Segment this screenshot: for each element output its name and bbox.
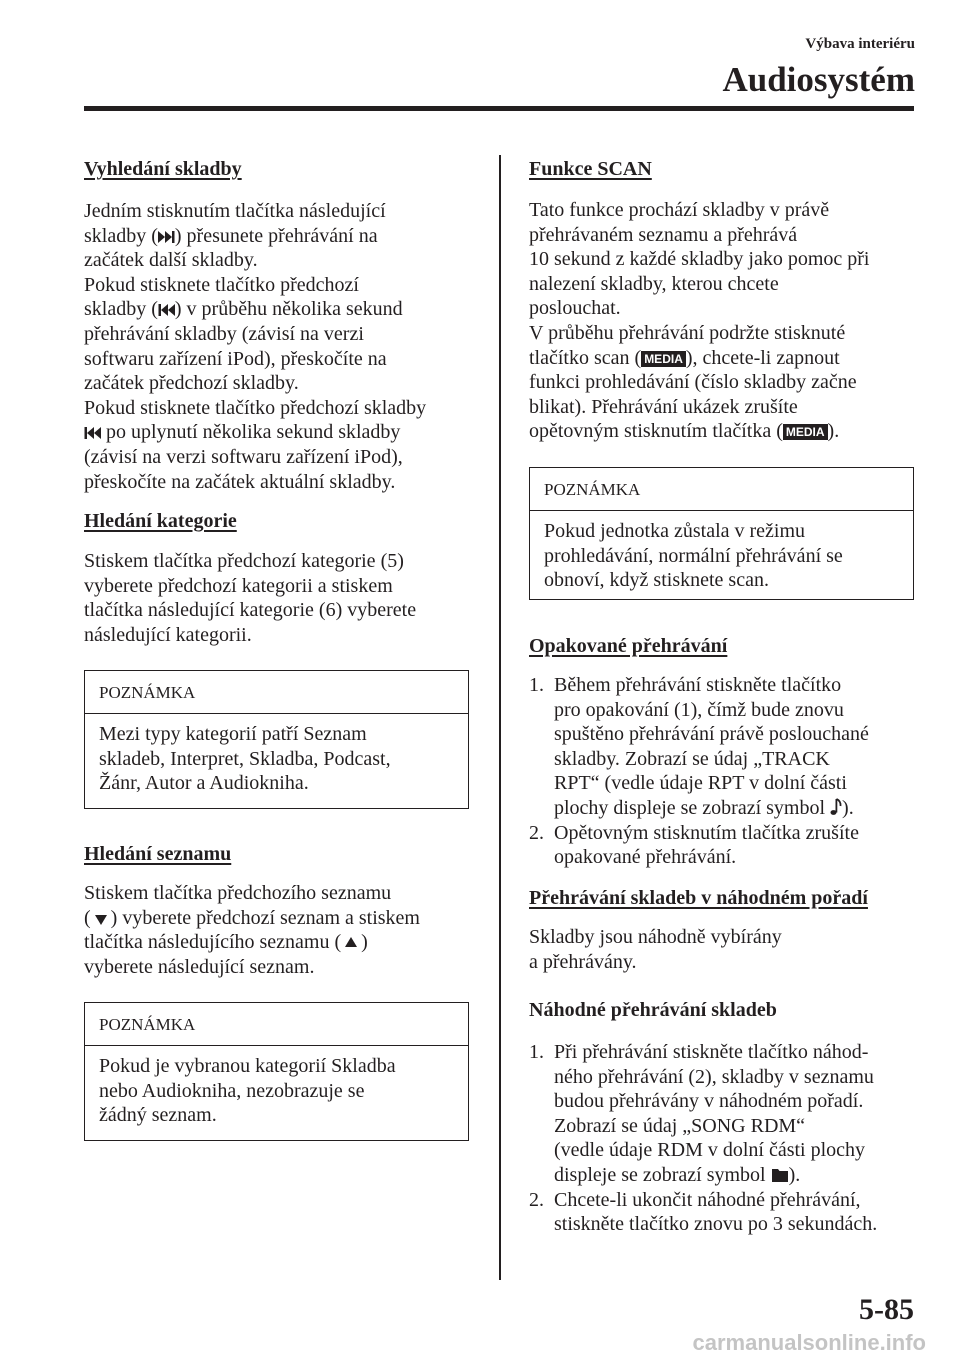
previous-track-icon — [84, 426, 101, 440]
step-number: 1. — [529, 674, 544, 696]
note-line: Pokud jednotka zůstala v režimu — [544, 520, 806, 542]
previous-track-icon — [158, 303, 175, 317]
note-line: skladeb, Interpret, Skladba, Podcast, — [99, 747, 391, 770]
note-line: žádný seznam. — [99, 1104, 217, 1127]
watermark: carmanualsonline.info — [692, 1330, 926, 1355]
scan-text-line: Tato funkce prochází skladby v právě — [529, 199, 830, 221]
category-search-heading: Hledání kategorie — [84, 510, 237, 532]
step-line: (vedle údaje RDM v dolní části plochy — [554, 1139, 866, 1162]
scan-text-line: V průběhu přehrávání podržte stisknuté — [529, 322, 846, 344]
note-box — [529, 467, 914, 600]
repeat-steps — [529, 673, 869, 870]
track-text-line: skladby ( ) v průběhu několika sekund — [84, 298, 403, 321]
track-text-line: po uplynutí několika sekund skladby — [84, 420, 400, 445]
track-text-line: přeskočíte na začátek aktuální skladby. — [84, 470, 396, 493]
note-body — [85, 714, 468, 796]
repeat-music-note-icon — [830, 798, 842, 816]
playlist-text-line: Stiskem tlačítka předchozího seznamu — [84, 882, 392, 904]
step-number: 1. — [529, 1041, 544, 1063]
category-text-line: tlačítka následující kategorie (6) vyberete — [84, 599, 417, 622]
note-title: POZNÁMKA — [85, 671, 468, 714]
note-line: obnoví, když stisknete scan. — [544, 569, 769, 592]
step-line: displeje se zobrazí symbol ). — [554, 1163, 801, 1186]
category-text-line: následující kategorii. — [84, 623, 252, 646]
next-track-icon — [158, 230, 175, 244]
note-box — [84, 670, 469, 809]
playlist-text-line: vyberete následující seznam. — [84, 955, 315, 978]
track-text-line: skladby ( ) přesunete přehrávání na — [84, 224, 378, 247]
step-line: budou přehrávány v náhodném pořadí. — [554, 1090, 864, 1113]
note-body — [85, 1046, 468, 1128]
list-item — [529, 673, 869, 821]
note-title: POZNÁMKA — [85, 1003, 468, 1046]
playlist-text-line: ( ) vyberete předchozí seznam a stiskem — [84, 906, 420, 929]
step-line: Opětovným stisknutím tlačítka zrušíte — [554, 821, 859, 844]
scan-text-line: funkci prohledávání (číslo skladby začne — [529, 371, 857, 394]
note-line: nebo Audiokniha, nezobrazuje se — [99, 1079, 365, 1102]
step-line: plochy displeje se zobrazí symbol ). — [554, 796, 854, 819]
up-arrow-icon — [341, 936, 361, 950]
step-line: Během přehrávání stiskněte tlačítko — [554, 674, 842, 696]
step-line: skladby. Zobrazí se údaj „TRACK — [554, 747, 830, 770]
step-line: pro opakování (1), čímž bude znovu — [554, 698, 844, 721]
step-line: stiskněte tlačítko znovu po 3 sekundách. — [554, 1213, 878, 1236]
shuffle-text-line: Skladby jsou náhodně vybírány — [529, 926, 782, 948]
step-line: opakované přehrávání. — [554, 846, 737, 869]
shuffle-text-line: a přehrávány. — [529, 950, 637, 973]
track-text-line: Jedním stisknutím tlačítka následující — [84, 200, 386, 222]
header-section: Výbava interiéru — [805, 36, 915, 52]
step-number: 2. — [529, 1188, 544, 1211]
track-search-heading: Vyhledání skladby — [84, 158, 242, 180]
media-button-icon: MEDIA — [641, 351, 686, 367]
page-title: Audiosystém — [722, 60, 915, 99]
scan-text-line: opětovným stisknutím tlačítka ( MEDIA ). — [529, 420, 840, 443]
track-text-line: začátek další skladby. — [84, 249, 258, 272]
step-line: ného přehrávání (2), skladby v seznamu — [554, 1065, 874, 1088]
page-number: 5-85 — [859, 1293, 914, 1326]
scan-text-line: poslouchat. — [529, 297, 621, 320]
track-text-line: Pokud stisknete tlačítko předchozí skladby — [84, 396, 427, 419]
folder-icon — [771, 1167, 789, 1183]
step-line: Při přehrávání stiskněte tlačítko náhod- — [554, 1041, 869, 1063]
track-text-line: (závisí na verzi softwaru zařízení iPod), — [84, 446, 403, 468]
note-box — [84, 1002, 469, 1141]
scan-text-line: nalezení skladby, kterou chcete — [529, 272, 779, 295]
step-line: Chcete-li ukončit náhodné přehrávání, — [554, 1188, 861, 1211]
track-text-line: začátek předchozí skladby. — [84, 372, 299, 395]
scan-text-line: blikat). Přehrávání ukázek zrušíte — [529, 395, 798, 418]
list-item — [529, 1040, 877, 1188]
track-text-line: softwaru zařízení iPod), přeskočíte na — [84, 347, 387, 370]
playlist-search-heading: Hledání seznamu — [84, 843, 232, 865]
note-line: Mezi typy kategorií patří Seznam — [99, 723, 367, 745]
step-line: spuštěno přehrávání právě poslouchané — [554, 723, 869, 746]
scan-heading: Funkce SCAN — [529, 158, 652, 180]
note-line: Žánr, Autor a Audiokniha. — [99, 772, 309, 795]
media-button-icon: MEDIA — [783, 424, 828, 440]
track-text-line: Pokud stisknete tlačítko předchozí — [84, 273, 359, 296]
category-text-line: vyberete předchozí kategorii a stiskem — [84, 574, 393, 597]
note-title: POZNÁMKA — [530, 468, 913, 511]
playlist-text-line: tlačítka následujícího seznamu ( ) — [84, 931, 368, 954]
scan-text-line: tlačítko scan ( MEDIA ), chcete-li zapnout — [529, 346, 840, 369]
down-arrow-icon — [91, 912, 111, 926]
header-rule — [84, 106, 914, 111]
random-steps — [529, 1040, 877, 1237]
column-divider — [499, 155, 501, 1280]
category-text-line: Stiskem tlačítka předchozí kategorie (5) — [84, 550, 404, 572]
scan-text-line: 10 sekund z každé skladby jako pomoc při — [529, 248, 870, 271]
note-line: prohledávání, normální přehrávání se — [544, 544, 843, 567]
track-text-line: přehrávání skladby (závisí na verzi — [84, 323, 364, 345]
list-item — [529, 821, 869, 870]
note-body — [530, 511, 913, 593]
list-item — [529, 1188, 877, 1237]
step-line: Zobrazí se údaj „SONG RDM“ — [554, 1114, 806, 1137]
random-heading: Náhodné přehrávání skladeb — [529, 999, 777, 1021]
repeat-heading: Opakované přehrávání — [529, 635, 728, 657]
step-number: 2. — [529, 821, 544, 844]
scan-text-line: přehrávaném seznamu a přehrává — [529, 223, 798, 246]
step-line: RPT“ (vedle údaje RPT v dolní části — [554, 772, 847, 795]
shuffle-heading: Přehrávání skladeb v náhodném pořadí — [529, 887, 868, 909]
note-line: Pokud je vybranou kategorií Skladba — [99, 1055, 396, 1077]
